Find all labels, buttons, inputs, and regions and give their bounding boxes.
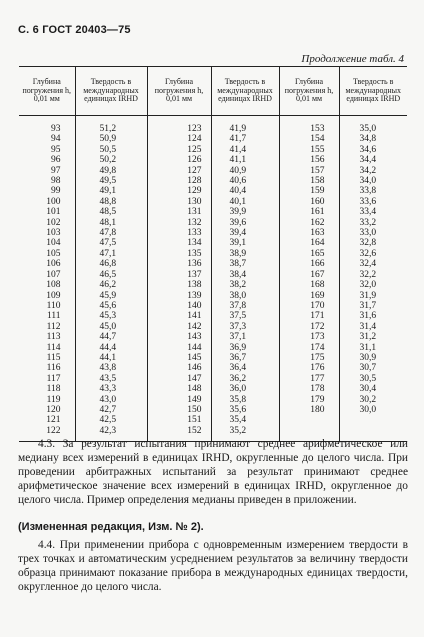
col1-hardness-cell: 44,7: [75, 332, 147, 342]
col2-depth-cell: 144: [147, 343, 211, 353]
col2-hardness-cell: 41,7: [211, 134, 279, 144]
col2-depth-cell: 130: [147, 197, 211, 207]
col3-depth-cell: 170: [279, 301, 339, 311]
col3-depth-cell: 179: [279, 395, 339, 405]
col1-hardness-cell: 48,1: [75, 218, 147, 228]
col1-hardness-cell: 43,8: [75, 363, 147, 373]
col3-hardness-cell: 32,4: [359, 259, 377, 270]
table-row: [19, 197, 407, 207]
table-row: [19, 155, 407, 165]
col2-hardness-cell: 41,1: [211, 155, 279, 165]
table-row: [19, 415, 407, 425]
col1-hardness-cell: 50,9: [75, 134, 147, 144]
col2-hardness-cell: 36,4: [211, 363, 279, 373]
col3-depth-cell: 169: [279, 291, 339, 301]
col1-hardness-cell: 51,2: [75, 124, 147, 134]
col3-hardness-cell: 33,6: [359, 196, 377, 207]
col1-hardness-cell: 47,1: [75, 249, 147, 259]
col3-hardness-cell: 32,2: [359, 269, 377, 280]
col2-depth-cell: 145: [147, 353, 211, 363]
col1-depth-cell: 100: [19, 197, 75, 207]
col1-depth-cell: 105: [19, 249, 75, 259]
col3-hardness-cell: 31,9: [359, 290, 377, 301]
table-row: [19, 291, 407, 301]
col3-depth-cell: 180: [279, 405, 339, 415]
col1-hardness-cell: 43,3: [75, 384, 147, 394]
col2-hardness-cell: 37,1: [211, 332, 279, 342]
col3-depth-cell: 155: [279, 145, 339, 155]
table-header-row: [19, 67, 407, 116]
col1-hardness-cell: 44,1: [75, 353, 147, 363]
col2-hardness-cell: 35,2: [211, 426, 279, 436]
col3-depth-cell: 173: [279, 332, 339, 342]
col1-depth-cell: 99: [19, 186, 75, 196]
table-row: [19, 207, 407, 217]
col3-hardness-cell: 34,6: [359, 144, 377, 155]
col3-depth-cell: 157: [279, 166, 339, 176]
col2-depth-cell: 132: [147, 218, 211, 228]
table-row: [19, 343, 407, 353]
col3-depth-cell: 172: [279, 322, 339, 332]
col3-depth-cell: [279, 426, 339, 436]
col1-depth-cell: 108: [19, 280, 75, 290]
col2-depth-cell: 142: [147, 322, 211, 332]
col2-hardness-cell: 38,0: [211, 291, 279, 301]
col2-hardness-cell: 41,9: [211, 124, 279, 134]
col2-hardness-cell: 35,6: [211, 405, 279, 415]
col3-hardness-cell: 34,8: [359, 134, 377, 145]
col2-depth-cell: 148: [147, 384, 211, 394]
table-row: [19, 249, 407, 259]
col1-depth-cell: 94: [19, 134, 75, 144]
col2-depth-cell: 137: [147, 270, 211, 280]
col2-hardness-cell: 40,9: [211, 166, 279, 176]
table-row: [19, 353, 407, 363]
table-row: [19, 145, 407, 155]
col1-depth-cell: 96: [19, 155, 75, 165]
col3-depth-cell: [279, 415, 339, 425]
col3-depth-cell: 165: [279, 249, 339, 259]
col1-hardness-cell: 42,7: [75, 405, 147, 415]
col3-depth-cell: 158: [279, 176, 339, 186]
col2-depth-cell: 135: [147, 249, 211, 259]
col3-hardness-cell: 31,6: [359, 311, 377, 322]
col3-depth-cell: 160: [279, 197, 339, 207]
col2-depth-cell: 140: [147, 301, 211, 311]
col2-depth-cell: 128: [147, 176, 211, 186]
table-row: [19, 259, 407, 269]
col3-hardness-cell: [339, 415, 407, 425]
col3-hardness-cell: 34,4: [359, 155, 377, 166]
col2-hardness-cell: 38,4: [211, 270, 279, 280]
col3-hardness-cell: 33,8: [359, 186, 377, 197]
table-row: [19, 134, 407, 144]
col2-hardness-cell: 37,8: [211, 301, 279, 311]
hardness-table: [19, 66, 407, 442]
paragraph-4-4: 4.4. При применении прибора с одновременным измерением твердости в трех точках и автоматическим усреднением результатов за величину твердости образца принимают показание прибора в международных единицах твердости, округленное до целого числа.: [18, 539, 408, 594]
col3-depth-cell: 175: [279, 353, 339, 363]
col1-depth-cell: 101: [19, 207, 75, 217]
col1-depth-cell: 117: [19, 374, 75, 384]
col1-depth-cell: 106: [19, 259, 75, 269]
col1-hardness-cell: 49,1: [75, 186, 147, 196]
page-header: С. 6 ГОСТ 20403—75: [18, 24, 131, 36]
col3-hardness-cell: 30,2: [359, 394, 377, 405]
col3-depth-cell: 156: [279, 155, 339, 165]
col3-depth-cell: 162: [279, 218, 339, 228]
col1-hardness-cell: 47,8: [75, 228, 147, 238]
col1-hardness-cell: 48,5: [75, 207, 147, 217]
col1-depth-cell: 103: [19, 228, 75, 238]
col3-depth-cell: 153: [279, 124, 339, 134]
col1-hardness-cell: 43,5: [75, 374, 147, 384]
col1-hardness-cell: 42,3: [75, 426, 147, 436]
col1-hardness-cell: 48,8: [75, 197, 147, 207]
col3-hardness-cell: 33,2: [359, 217, 377, 228]
col3-depth-cell: 176: [279, 363, 339, 373]
header-hardness-3: Твердость в международных единицах IRHD: [339, 67, 407, 116]
col3-depth-cell: 161: [279, 207, 339, 217]
col1-depth-cell: 116: [19, 363, 75, 373]
col3-hardness-cell: 30,5: [359, 373, 377, 384]
table-row: [19, 228, 407, 238]
paragraph-4-3: 4.3. За результат испытания принимают среднее арифметическое или медиану всех измерений в единицах IRHD, округленные до целого числа. При проведении арбитражных испытаний за результат принимают среднее арифметическое значение всех измерений в единицах IRHD, округленное до целого числа. Пример определения медианы приведен в приложении.: [18, 438, 408, 507]
col3-depth-cell: 167: [279, 270, 339, 280]
col2-hardness-cell: 36,9: [211, 343, 279, 353]
header-hardness-2: Твердость в международных единицах IRHD: [211, 67, 279, 116]
col1-hardness-cell: 45,0: [75, 322, 147, 332]
header-depth-3: Глубина погружения h, 0,01 мм: [279, 67, 339, 116]
col1-hardness-cell: 45,3: [75, 311, 147, 321]
table-row: [19, 280, 407, 290]
col3-hardness-cell: 31,7: [359, 300, 377, 311]
col3-hardness-cell: 31,4: [359, 321, 377, 332]
table-row: [19, 124, 407, 134]
col1-hardness-cell: 45,9: [75, 291, 147, 301]
col1-hardness-cell: 49,8: [75, 166, 147, 176]
col2-depth-cell: 125: [147, 145, 211, 155]
col3-hardness-cell: 35,0: [359, 124, 377, 134]
table-row: [19, 395, 407, 405]
col2-hardness-cell: 39,9: [211, 207, 279, 217]
col2-hardness-cell: 36,7: [211, 353, 279, 363]
col3-hardness-cell: 33,4: [359, 207, 377, 218]
col3-depth-cell: 177: [279, 374, 339, 384]
table-row: [19, 332, 407, 342]
col3-hardness-cell: 30,7: [359, 363, 377, 374]
table-row: [19, 363, 407, 373]
col1-depth-cell: 114: [19, 343, 75, 353]
table-row: [19, 322, 407, 332]
col1-depth-cell: 93: [19, 124, 75, 134]
col2-hardness-cell: 40,4: [211, 186, 279, 196]
col1-hardness-cell: 50,5: [75, 145, 147, 155]
col2-hardness-cell: 36,2: [211, 374, 279, 384]
col3-hardness-cell: 31,1: [359, 342, 377, 353]
table-row: [19, 384, 407, 394]
col1-depth-cell: 115: [19, 353, 75, 363]
col3-hardness-cell: 33,0: [359, 228, 377, 239]
col2-depth-cell: 149: [147, 395, 211, 405]
col1-depth-cell: 121: [19, 415, 75, 425]
col2-hardness-cell: 40,6: [211, 176, 279, 186]
col2-depth-cell: 143: [147, 332, 211, 342]
col3-hardness-cell: 32,6: [359, 248, 377, 259]
col2-depth-cell: 147: [147, 374, 211, 384]
col1-hardness-cell: 46,5: [75, 270, 147, 280]
col3-hardness-cell: 30,0: [359, 404, 377, 415]
table-continuation-caption: Продолжение табл. 4: [301, 53, 404, 65]
col1-depth-cell: 119: [19, 395, 75, 405]
col2-depth-cell: 126: [147, 155, 211, 165]
col3-hardness-cell: 34,0: [359, 176, 377, 187]
col1-depth-cell: 110: [19, 301, 75, 311]
col1-depth-cell: 109: [19, 291, 75, 301]
amendment-note: (Измененная редакция, Изм. № 2).: [18, 521, 204, 533]
col3-depth-cell: 168: [279, 280, 339, 290]
col2-depth-cell: 136: [147, 259, 211, 269]
col1-depth-cell: 118: [19, 384, 75, 394]
col1-depth-cell: 120: [19, 405, 75, 415]
table-row: [19, 166, 407, 176]
col2-hardness-cell: 39,6: [211, 218, 279, 228]
col2-depth-cell: 129: [147, 186, 211, 196]
col1-hardness-cell: 47,5: [75, 238, 147, 248]
col2-depth-cell: 150: [147, 405, 211, 415]
table-row: [19, 238, 407, 248]
col3-hardness-cell: 30,9: [359, 352, 377, 363]
col1-depth-cell: 122: [19, 426, 75, 436]
table-row: [19, 374, 407, 384]
col1-hardness-cell: 45,6: [75, 301, 147, 311]
col3-hardness-cell: 30,4: [359, 384, 377, 395]
col2-hardness-cell: 38,2: [211, 280, 279, 290]
col1-depth-cell: 111: [19, 311, 75, 321]
col2-hardness-cell: 39,4: [211, 228, 279, 238]
col3-hardness-cell: 32,0: [359, 280, 377, 291]
col2-depth-cell: 127: [147, 166, 211, 176]
col2-hardness-cell: 38,7: [211, 259, 279, 269]
col3-hardness-cell: 31,2: [359, 332, 377, 343]
col1-hardness-cell: 46,8: [75, 259, 147, 269]
header-depth-1: Глубина погружения h, 0,01 мм: [19, 67, 75, 116]
header-hardness-1: Твердость в международных единицах IRHD: [75, 67, 147, 116]
col3-depth-cell: 154: [279, 134, 339, 144]
col2-hardness-cell: 36,0: [211, 384, 279, 394]
header-depth-2: Глубина погружения h, 0,01 мм: [147, 67, 211, 116]
col1-hardness-cell: 46,2: [75, 280, 147, 290]
col1-hardness-cell: 44,4: [75, 343, 147, 353]
col2-depth-cell: 146: [147, 363, 211, 373]
table-row: [19, 405, 407, 415]
col1-hardness-cell: 49,5: [75, 176, 147, 186]
col2-depth-cell: 123: [147, 124, 211, 134]
col3-depth-cell: 166: [279, 259, 339, 269]
col3-depth-cell: 174: [279, 343, 339, 353]
col3-hardness-cell: [339, 426, 407, 436]
col2-depth-cell: 133: [147, 228, 211, 238]
col2-depth-cell: 134: [147, 238, 211, 248]
table-row: [19, 301, 407, 311]
col2-depth-cell: 141: [147, 311, 211, 321]
col3-depth-cell: 171: [279, 311, 339, 321]
col3-hardness-cell: 34,2: [359, 165, 377, 176]
col2-depth-cell: 152: [147, 426, 211, 436]
table-row: [19, 186, 407, 196]
col2-depth-cell: 131: [147, 207, 211, 217]
col2-depth-cell: 151: [147, 415, 211, 425]
col3-hardness-cell: 32,8: [359, 238, 377, 249]
col2-hardness-cell: 38,9: [211, 249, 279, 259]
col2-hardness-cell: 35,4: [211, 415, 279, 425]
col1-depth-cell: 112: [19, 322, 75, 332]
col1-depth-cell: 104: [19, 238, 75, 248]
table-row: [19, 176, 407, 186]
table-row: [19, 311, 407, 321]
col3-depth-cell: 159: [279, 186, 339, 196]
col2-depth-cell: 139: [147, 291, 211, 301]
table-row: [19, 270, 407, 280]
col2-depth-cell: 124: [147, 134, 211, 144]
col1-hardness-cell: 42,5: [75, 415, 147, 425]
table-row: [19, 426, 407, 436]
col2-hardness-cell: 37,5: [211, 311, 279, 321]
col1-depth-cell: 98: [19, 176, 75, 186]
col2-depth-cell: 138: [147, 280, 211, 290]
col2-hardness-cell: 35,8: [211, 395, 279, 405]
col3-depth-cell: 178: [279, 384, 339, 394]
col1-hardness-cell: 50,2: [75, 155, 147, 165]
col3-depth-cell: 164: [279, 238, 339, 248]
col1-hardness-cell: 43,0: [75, 395, 147, 405]
col1-depth-cell: 95: [19, 145, 75, 155]
table-body: [19, 116, 407, 442]
col3-depth-cell: 163: [279, 228, 339, 238]
col1-depth-cell: 102: [19, 218, 75, 228]
col2-hardness-cell: 37,3: [211, 322, 279, 332]
col1-depth-cell: 113: [19, 332, 75, 342]
col2-hardness-cell: 41,4: [211, 145, 279, 155]
table-row: [19, 218, 407, 228]
col2-hardness-cell: 39,1: [211, 238, 279, 248]
col2-hardness-cell: 40,1: [211, 197, 279, 207]
col1-depth-cell: 107: [19, 270, 75, 280]
col1-depth-cell: 97: [19, 166, 75, 176]
